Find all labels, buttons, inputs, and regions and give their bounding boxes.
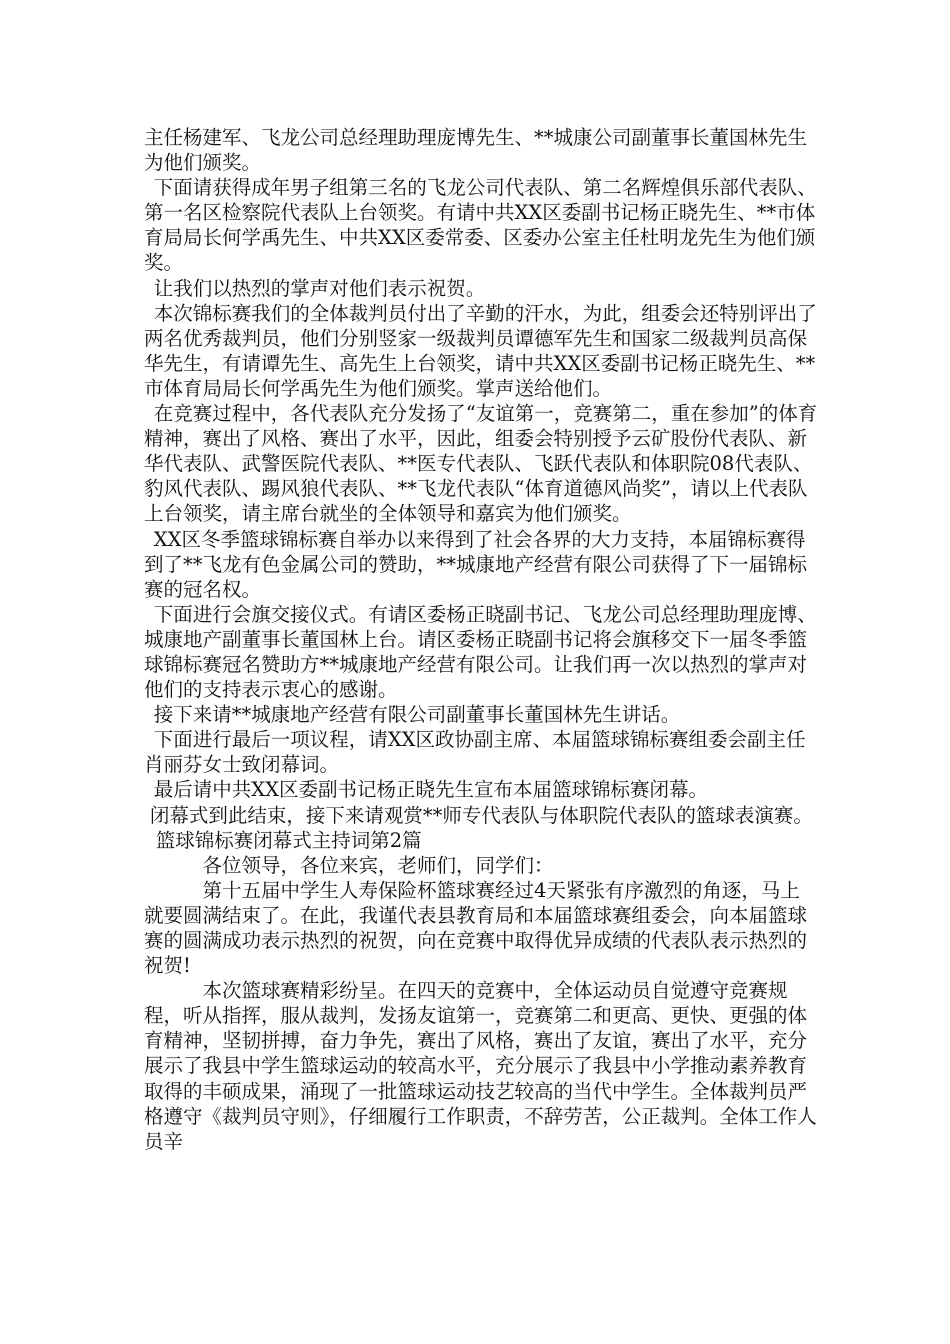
section-heading: 篮球锦标赛闭幕式主持词第2篇 bbox=[155, 828, 422, 852]
salutation: 各位领导，各位来宾，老师们，同学们： bbox=[202, 853, 554, 877]
paragraph: 本次锦标赛我们的全体裁判员付出了辛勤的汗水，为此，组委会还特别评出了两名优秀裁判员，他们分别竖家一级裁判员谭德军先生和国家二级裁判员高保华先生，有请谭先生、高先生上台领奖，请中共XX区委副书记杨正晓先生、**市体育局局长何学禹先生为他们颁奖。掌声送给他们。 bbox=[144, 301, 817, 400]
paragraph: 主任杨建军、飞龙公司总经理助理庞博先生、**城康公司副董事长董国林先生为他们颁奖。 bbox=[144, 126, 808, 175]
paragraph: 最后请中共XX区委副书记杨正晓先生宣布本届篮球锦标赛闭幕。 bbox=[153, 778, 709, 802]
paragraph: 下面进行会旗交接仪式。有请区委杨正晓副书记、飞龙公司总经理助理庞博、城康地产副董事长董国林上台。请区委杨正晓副书记将会旗移交下一届冬季篮球锦标赛冠名赞助方**城康地产经营有限公司。让我们再一次以热烈的掌声对他们的支持表示衷心的感谢。 bbox=[144, 602, 817, 702]
paragraph: 下面进行最后一项议程，请XX区政协副主席、本届篮球锦标赛组委会副主任肖丽芬女士致闭幕词。 bbox=[144, 728, 806, 777]
paragraph: XX区冬季篮球锦标赛自举办以来得到了社会各界的大力支持，本届锦标赛得到了**飞龙有色金属公司的赞助，**城康地产经营有限公司获得了下一届锦标赛的冠名权。 bbox=[144, 527, 808, 601]
paragraph: 第十五届中学生人寿保险杯篮球赛经过4天紧张有序激烈的角逐，马上就要圆满结束了。在此，我谨代表县教育局和本届篮球赛组委会，向本届篮球赛的圆满成功表示热烈的祝贺，向在竞赛中取得优异成绩的代表队表示热烈的祝贺! bbox=[144, 878, 808, 978]
paragraph: 下面请获得成年男子组第三名的飞龙公司代表队、第二名辉煌俱乐部代表队、第一名区检察院代表队上台领奖。有请中共XX区委副书记杨正晓先生、**市体育局局长何学禹先生、中共XX区委常委、区委办公室主任杜明龙先生为他们颁奖。 bbox=[144, 176, 817, 275]
paragraph: 闭幕式到此结束，接下来请观赏**师专代表队与体职院代表队的篮球表演赛。 bbox=[149, 803, 813, 827]
paragraph: 接下来请**城康地产经营有限公司副董事长董国林先生讲话。 bbox=[153, 703, 681, 727]
paragraph: 本次篮球赛精彩纷呈。在四天的竞赛中，全体运动员自觉遵守竞赛规程，听从指挥，服从裁判，发扬友谊第一，竞赛第二和更高、更快、更强的体育精神，坚韧拼搏，奋力争先，赛出了风格，赛出了友谊，赛出了水平，充分展示了我县中学生篮球运动的较高水平，充分展示了我县中小学推动素养教育取得的丰硕成果，涌现了一批篮球运动技艺较高的当代中学生。全体裁判员严格遵守《裁判员守则》，仔细履行工作职责，不辞劳苦，公正裁判。全体工作人员辛 bbox=[144, 979, 817, 1153]
paragraph: 让我们以热烈的掌声对他们表示祝贺。 bbox=[153, 276, 486, 300]
paragraph: 在竞赛过程中，各代表队充分发扬了“友谊第一，竞赛第二，重在参加”的体育精神，赛出了风格、赛出了水平，因此，组委会特别授予云矿股份代表队、新华代表队、武警医院代表队、**医专代表队、飞跃代表队和体职院08代表队、豹风代表队、踢风狼代表队、**飞龙代表队“体育道德风尚奖”，请以上代表队上台领奖，请主席台就坐的全体领导和嘉宾为他们颁奖。 bbox=[144, 402, 818, 526]
document-body bbox=[144, 125, 819, 1154]
